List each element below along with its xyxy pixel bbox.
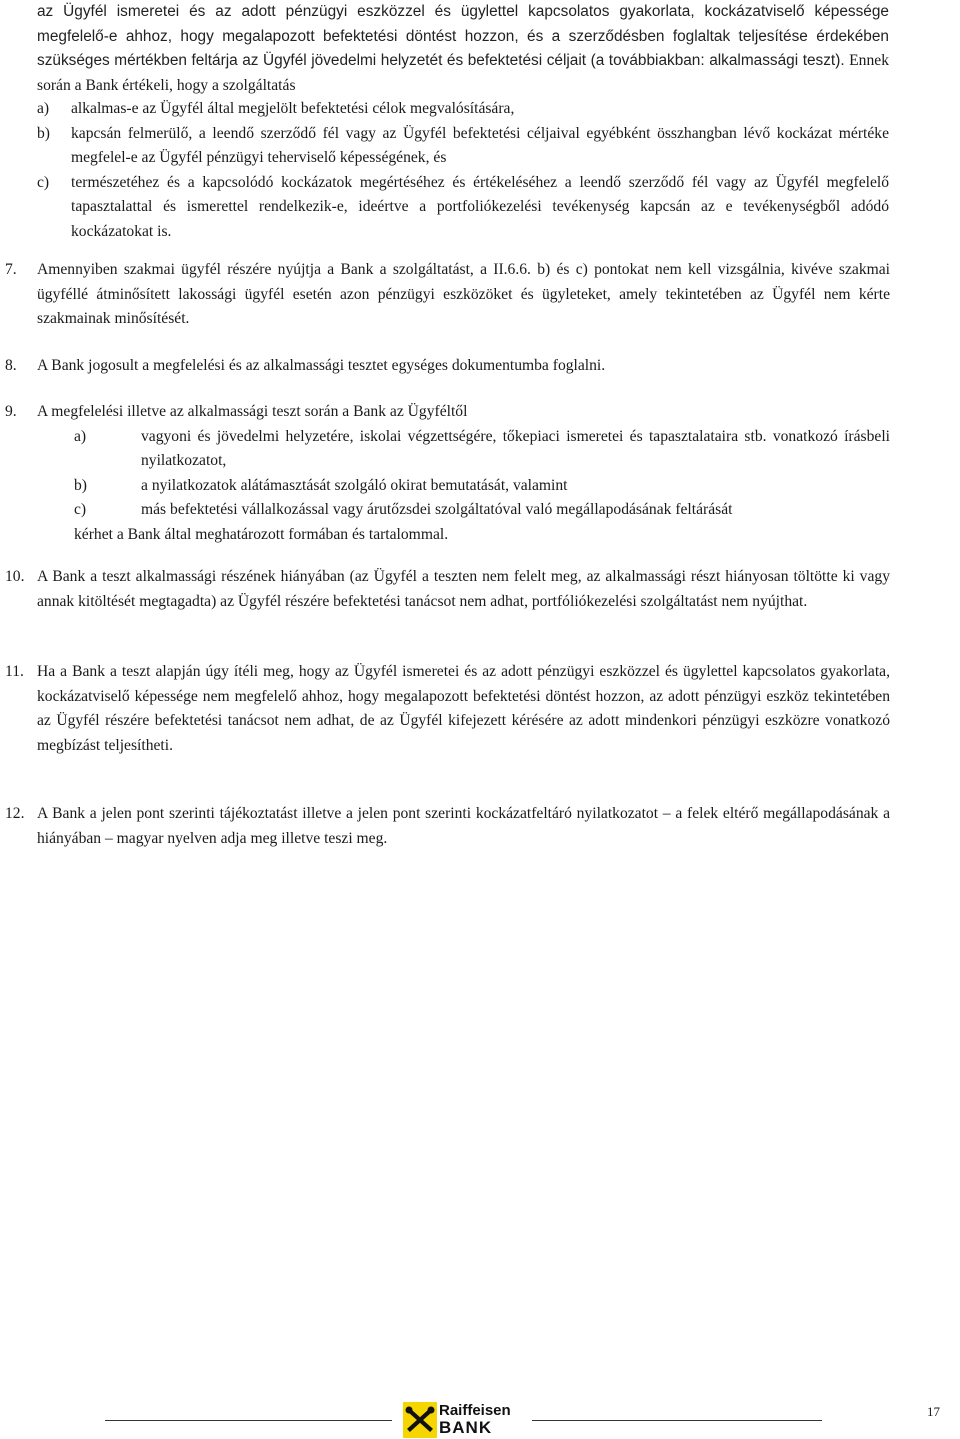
paragraph-number: 11. [5,663,24,680]
page-number: 17 [927,1404,940,1419]
intro-item-label: c) [37,173,50,191]
intro-serif-tail: Ennek során a Bank értékeli, hogy a szolgáltatás [37,52,889,94]
raiffeisen-gable-icon [403,1402,437,1438]
intro-list-item [37,97,889,122]
sublist-text: más befektetési vállalkozással vagy árutőzsdei szolgáltatóval való megállapodásának feltárását [141,501,733,518]
sublist-label: c) [74,501,87,518]
paragraph-10 [5,565,890,614]
sublist-text: vagyoni és jövedelmi helyzetére, iskolai végzettségére, tőkepiaci ismeretei és tapasztalataira stb. vonatkozó írásbeli nyilatkozatot, [141,427,890,469]
footer-rule-right [532,1420,822,1421]
paragraph-text: A Bank a jelen pont szerinti tájékoztatást illetve a jelen pont szerinti kockázatfeltáró nyilatkozatot – a felek eltérő megállapodásának a hiányában – magyar nyelven adja meg illetve teszi meg. [37,805,890,847]
sublist-item [37,498,890,523]
sublist-label: b) [74,476,87,494]
paragraph-7 [5,258,890,332]
intro-list-item [37,122,889,171]
intro-item-text: természetéhez és a kapcsolódó kockázatok megértéséhez és értékeléséhez a leendő szerződő fél vagy az Ügyfél megfelelő tapasztalattal és ismerettel rendelkezik-e, ideértve a portfoliókezelési tevékenység kapcsán az e tevékenységből adódó kockázatokat is. [71,173,889,240]
intro-list [37,97,889,244]
intro-item-label: b) [37,124,50,142]
paragraph-text: A Bank a teszt alkalmassági részének hiányában (az Ügyfél a teszten nem felelt meg, az alkalmassági részt hiányosan töltötte ki vagy annak kitöltését megtagadta) az Ügyfél részére befektetési tanácsot nem adhat, portfóliókezelési szolgáltatást nem nyújthat. [37,568,890,610]
intro-list-item [37,171,889,245]
intro-item-text: alkalmas-e az Ügyfél által megjelölt befektetési célok megvalósítására, [71,100,515,117]
paragraph-text: A Bank jogosult a megfelelési és az alkalmassági tesztet egységes dokumentumba foglalni. [37,357,606,374]
paragraph-number: 8. [5,357,17,374]
sublist-item [37,474,890,499]
intro-item-label: a) [37,100,50,117]
footer-rule-left [105,1420,392,1421]
sublist-text: a nyilatkozatok alátámasztását szolgáló okirat bemutatását, valamint [141,476,568,494]
paragraph-number: 12. [5,805,25,822]
paragraph-text: Ha a Bank a teszt alapján úgy ítéli meg, hogy az Ügyfél ismeretei és az adott pénzügyi eszközzel és ügylettel kapcsolatos gyakorlata, kockázatviselő képessége nem megfelelő ahhoz, hogy megalapozott befektetési döntést hozzon, az adott pénzügyi eszköz tekintetében az Ügyfél részére befektetési tanácsot nem adhat, de az Ügyfél kifejezett kérésére az adott mindenkori pénzügyi eszközre vonatkozó megbízást teljesítheti. [37,663,890,754]
intro-item-text: kapcsán felmerülő, a leendő szerződő fél vagy az Ügyfél befektetési céljaival egyébként összhangban lévő kockázat mértéke megfelel-e az Ügyfél pénzügyi teherviselő képességének, és [71,124,889,166]
paragraph-number: 10. [5,568,25,585]
raiffeisen-logo [403,1401,523,1439]
sublist-item [37,425,890,474]
intro-sans-span: az Ügyfél ismeretei és az adott pénzügyi eszközzel és ügylettel kapcsolatos gyakorlata, kockázatviselő képessége megfelelő-e ahhoz, hogy megalapozott befektetési döntést hozzon, és a szerződésben foglaltak teljesítése érdekében szükséges mértékben feltárja az Ügyfél jövedelmi helyzetét és befektetési céljait (a továbbiakban: alkalmassági teszt). [37,3,889,69]
intro-sans-text [37,0,889,98]
paragraph-9 [5,400,890,547]
paragraph-8 [5,354,890,379]
paragraph-tail: kérhet a Bank által meghatározott formában és tartalommal. [74,525,449,543]
paragraph-text: A megfelelési illetve az alkalmassági teszt során a Bank az Ügyféltől [37,403,468,420]
logo-word-bank: BANK [439,1418,493,1437]
paragraph-text: Amennyiben szakmai ügyfél részére nyújtja a Bank a szolgáltatást, a II.6.6. b) és c) pontokat nem kell vizsgálnia, kivéve szakmai ügyféllé átminősített lakossági ügyfél esetén azon pénzügyi eszközöket és ügyleteket, amely tekintetében az Ügyfél nem kérte szakmainak minősítését. [37,261,890,327]
paragraph-number: 7. [5,261,17,278]
sublist-label: a) [74,427,87,445]
paragraph-11 [5,660,890,758]
paragraph-number: 9. [5,403,17,420]
logo-word-raiffeisen: Raiffeisen [439,1402,511,1419]
paragraph-12 [5,802,890,851]
